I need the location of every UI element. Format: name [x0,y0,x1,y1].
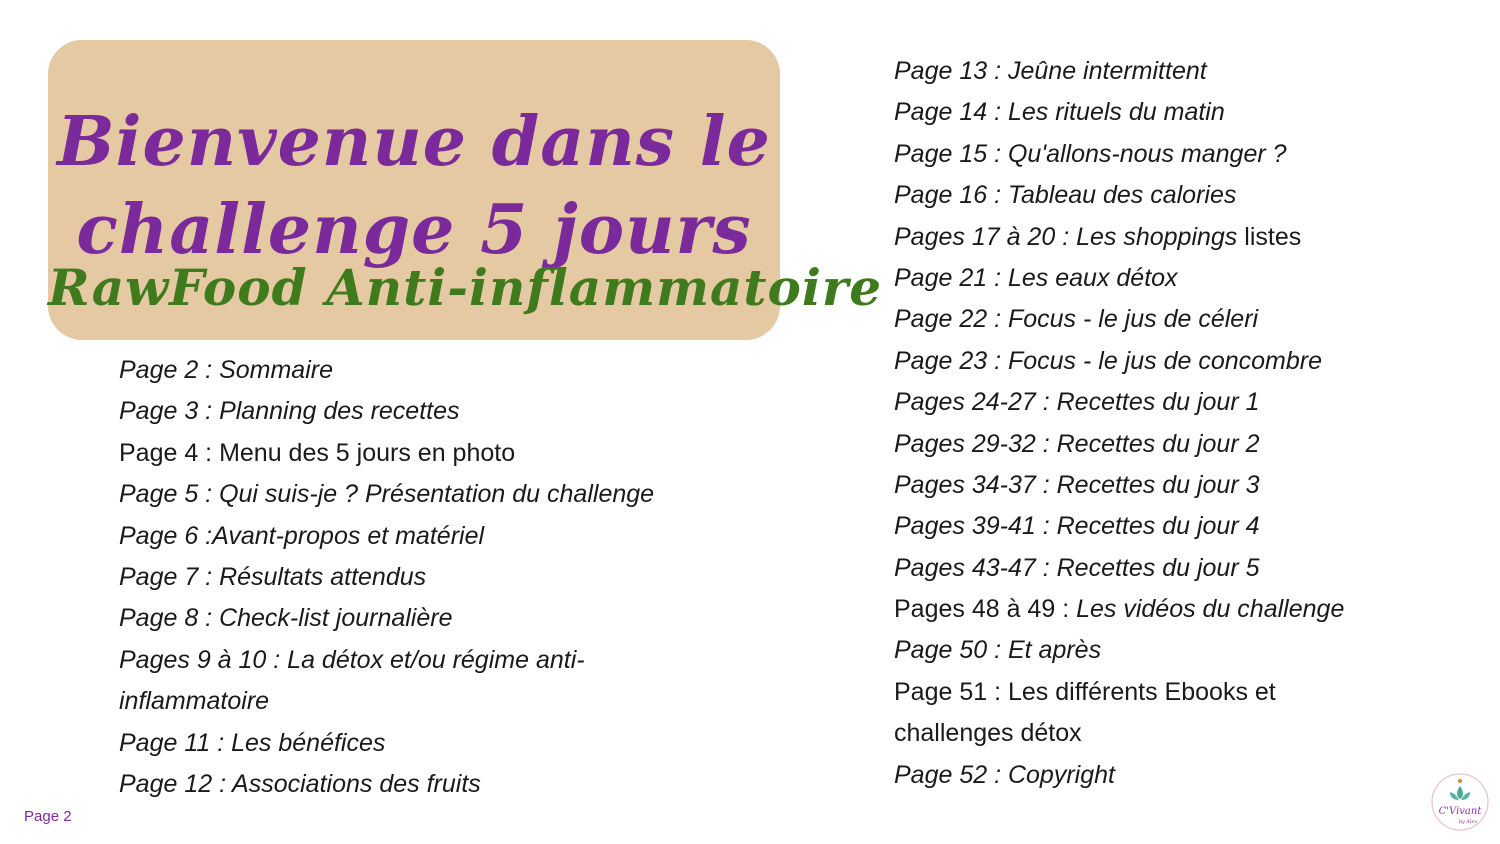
page-number: Page 2 [24,808,72,825]
toc-entry: Page 22 : Focus - le jus de céleri [894,305,1259,334]
toc-entry: Page 23 : Focus - le jus de concombre [894,346,1323,375]
toc-entry [894,217,1414,258]
toc-entry: Page 16 : Tableau des calories [894,181,1237,210]
toc-entry: Page 51 : Les différents Ebooks et challenges détox [894,677,1276,748]
toc-entry: Page 4 : Menu des 5 jours en photo [119,438,516,467]
toc-entry: Pages 39-41 : Recettes du jour 4 [894,512,1260,541]
toc-entry: Page 13 : Jeûne intermittent [894,57,1207,85]
toc-entry: Page 3 : Planning des recettes [119,397,460,426]
title-line-1: Bienvenue dans le [57,102,771,182]
toc-entry-italic: Pages 17 à 20 : Les shoppings [894,222,1238,251]
toc-entry: Page 5 : Qui suis-je ? Présentation du challenge [119,480,655,509]
toc-entry-upright: Pages 48 à 49 : [894,595,1077,624]
toc-entry: Pages 9 à 10 : La détox et/ou régime anti-inflammatoire [119,645,585,716]
toc-entry: Pages 29-32 : Recettes du jour 2 [894,429,1260,458]
table-of-contents-left [119,350,719,805]
toc-entry: Page 6 :Avant-propos et matériel [119,521,485,550]
toc-entry: Page 50 : Et après [894,636,1102,665]
toc-entry [894,589,1414,630]
toc-entry: Pages 24-27 : Recettes du jour 1 [894,388,1260,417]
toc-entry: Page 8 : Check-list journalière [119,604,453,633]
toc-entry: Page 7 : Résultats attendus [119,562,427,591]
lotus-icon [1457,786,1463,799]
toc-entry: Page 52 : Copyright [894,760,1115,789]
toc-entry: Pages 43-47 : Recettes du jour 5 [894,553,1260,582]
toc-entry: Pages 34-37 : Recettes du jour 3 [894,470,1260,499]
toc-entry: Page 2 : Sommaire [119,356,333,384]
toc-entry-upright: listes [1237,222,1302,251]
logo-dot [1458,779,1462,783]
toc-entry-italic: Les vidéos du challenge [1076,595,1345,624]
title-subtitle: RawFood Anti-inflammatoire [48,258,883,317]
logo-sub-text: by Alex [1458,819,1478,825]
table-of-contents-right [894,51,1414,796]
logo-brand-text: C'Vivant [1438,806,1482,817]
toc-entry: Page 11 : Les bénéfices [119,728,386,757]
toc-entry: Page 12 : Associations des fruits [119,769,481,798]
toc-entry: Page 21 : Les eaux détox [894,263,1178,292]
brand-logo [1430,772,1490,832]
toc-entry: Page 14 : Les rituels du matin [894,98,1225,127]
title-line-2: challenge 5 jours [76,190,752,270]
toc-entry: Page 15 : Qu'allons-nous manger ? [894,139,1287,168]
title-banner [48,40,883,340]
